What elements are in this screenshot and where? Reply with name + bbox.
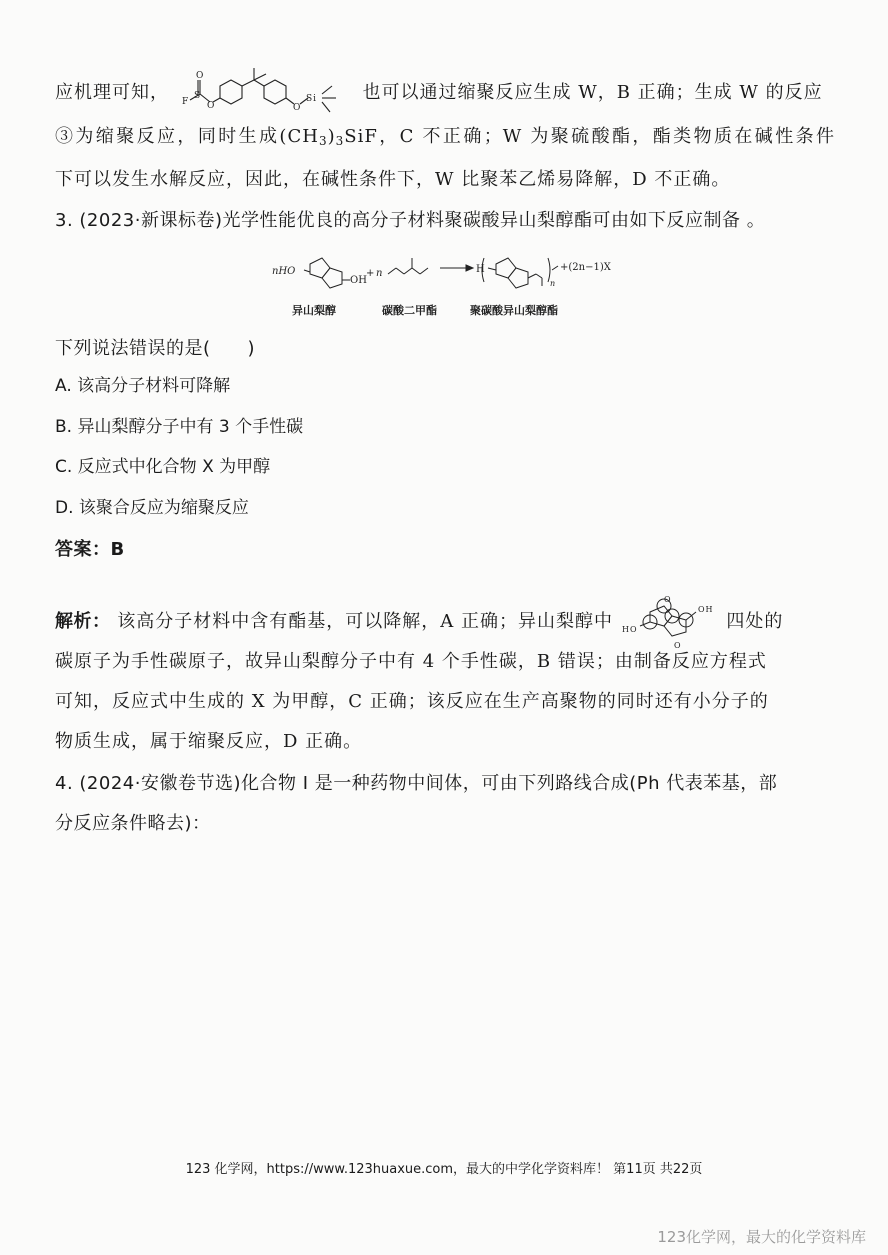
- question-4-stem-line-1: 4. (2024·安徽卷节选)化合物 I 是一种药物中间体，可由下列路线合成(Ph 代表苯基，部: [55, 773, 778, 794]
- analysis-text-b: 四处的: [726, 611, 784, 632]
- isosorbide-name: 异山梨醇: [292, 304, 336, 317]
- ring-oxygen-top: O: [663, 595, 672, 604]
- analysis-text-a: 该高分子材料中含有酯基，可以降解，A 正确；异山梨醇中: [117, 611, 613, 632]
- text-line-1: [55, 68, 823, 118]
- hydroxyl-right-label: OH: [697, 605, 714, 614]
- hydroxyl-left-label: HO: [621, 625, 638, 634]
- polymer-name: 聚碳酸异山梨醇酯: [470, 304, 558, 317]
- fluorine-label: F: [181, 97, 189, 107]
- question-prompt: 下列说法错误的是( ): [55, 338, 256, 359]
- choice-b: B. 异山梨醇分子中有 3 个手性碳: [55, 417, 304, 437]
- product-subscript: n: [550, 279, 556, 288]
- sulfur-label: S: [193, 91, 201, 101]
- sulfonyl-fluoride-bisphenol-structure: [176, 68, 356, 118]
- answer-value: B: [110, 539, 125, 560]
- choice-a: A. 该高分子材料可降解: [55, 376, 231, 396]
- silicon-label: Si: [305, 94, 317, 104]
- analysis-line-4: 物质生成，属于缩聚反应，D 正确。: [55, 731, 363, 752]
- question-4-stem-line-2: 分反应条件略去)：: [55, 813, 211, 834]
- plus-sign: +: [366, 268, 375, 279]
- product-prefix: H: [476, 264, 485, 275]
- coefficient-n: n: [376, 268, 383, 279]
- text-line-1-end: 也可以通过缩聚反应生成 W，B 正确；生成 W 的反应: [362, 82, 823, 103]
- analysis-line-2: 碳原子为手性碳原子，故异山梨醇分子中有 4 个手性碳，B 错误；由制备反应方程式: [55, 651, 767, 672]
- sulfonyl-oxygen-label: O: [195, 71, 205, 81]
- text-line-1-start: 应机理可知，: [55, 82, 169, 103]
- dimethyl-carbonate-name: 碳酸二甲酯: [382, 304, 437, 317]
- choice-d: D. 该聚合反应为缩聚反应: [55, 498, 249, 518]
- analysis-label: 解析：: [55, 611, 111, 632]
- reactant-isosorbide-prefix: nHO: [272, 266, 296, 277]
- page-footer: 123 化学网，https://www.123huaxue.com，最大的中学化学资料库！ 第11页 共22页: [185, 1162, 703, 1177]
- isosorbide-chiral-centers-structure: [620, 592, 720, 652]
- text-line-2: ③为缩聚反应，同时生成$(CH_3)_3SiF$，C 不正确；W 为聚硫酸酯，酯类物质在碱性条件: [55, 126, 836, 148]
- answer: [55, 537, 125, 563]
- analysis-line-3: 可知，反应式中生成的 X 为甲醇，C 正确；该反应在生产高聚物的同时还有小分子的: [55, 691, 769, 712]
- analysis-line-1: [55, 592, 783, 652]
- polycarbonate-reaction-scheme: [270, 250, 630, 320]
- ring-oxygen-bottom: O: [673, 641, 682, 650]
- site-watermark: 123化学网，最大的化学资料库: [657, 1228, 866, 1246]
- ester-oxygen-label: O: [206, 101, 216, 111]
- question-3-stem: 3. (2023·新课标卷)光学性能优良的高分子材料聚碳酸异山梨醇酯可由如下反应制备 。: [55, 210, 766, 231]
- answer-label: 答案：: [55, 539, 111, 560]
- byproduct-label: +(2n−1)X: [560, 262, 611, 273]
- ether-oxygen-label: O: [292, 103, 302, 113]
- choice-c: C. 反应式中化合物 X 为甲醇: [55, 457, 271, 477]
- text-line-3: 下可以发生水解反应，因此，在碱性条件下，W 比聚苯乙烯易降解，D 不正确。: [55, 169, 731, 190]
- reactant-isosorbide-suffix: OH: [350, 275, 367, 286]
